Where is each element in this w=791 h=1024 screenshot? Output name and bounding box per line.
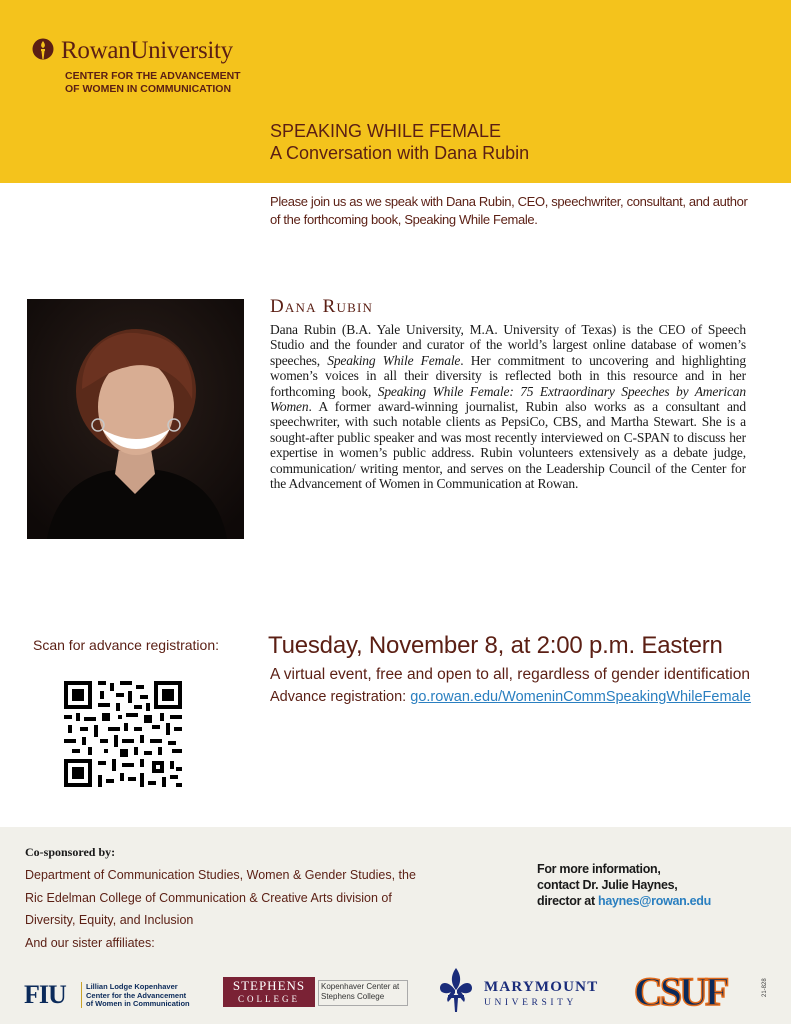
- registration-link[interactable]: go.rowan.edu/WomeninCommSpeakingWhileFemale: [410, 689, 751, 705]
- registration-line: [270, 689, 751, 705]
- event-date: Tuesday, November 8, at 2:00 p.m. Eastern: [268, 632, 723, 659]
- cosponsor-line: Diversity, Equity, and Inclusion: [25, 913, 194, 927]
- fleur-de-lis-icon: [438, 966, 474, 1016]
- speaker-name: Dana Rubin: [270, 296, 374, 317]
- title-line-2: A Conversation with Dana Rubin: [270, 143, 530, 163]
- stephens-college-logo: STEPHENS COLLEGE Kopenhaver Center at Stephens College: [223, 977, 408, 1007]
- contact-email-link[interactable]: haynes@rowan.edu: [598, 894, 711, 908]
- event-description: A virtual event, free and open to all, regardless of gender identification: [270, 666, 750, 683]
- scan-label: Scan for advance registration:: [33, 637, 219, 653]
- torch-icon: [32, 38, 54, 64]
- header-band: [0, 0, 791, 183]
- job-code: 21-828: [762, 978, 768, 997]
- cosponsor-line: Department of Communication Studies, Women & Gender Studies, the: [25, 868, 416, 882]
- fiu-logo: FIU Lillian Lodge Kopenhaver Center for the Advancement of Women in Communication: [24, 980, 190, 1009]
- registration-label: Advance registration:: [270, 689, 411, 705]
- cosponsor-list: [25, 864, 455, 954]
- csuf-logo: CSUF: [634, 969, 727, 1014]
- intro-text: Please join us as we speak with Dana Rubin, CEO, speechwriter, consultant, and author of the forthcoming book, Speaking While Female.: [270, 194, 748, 227]
- cosponsor-line: Ric Edelman College of Communication & Creative Arts division of: [25, 890, 392, 905]
- portrait-illustration: [27, 299, 244, 539]
- cosponsor-label: Co-sponsored by:: [25, 845, 116, 859]
- cosponsor-line: And our sister affiliates:: [25, 935, 155, 950]
- title-line-1: SPEAKING WHILE FEMALE: [270, 121, 502, 141]
- speaker-bio: Dana Rubin (B.A. Yale University, M.A. University of Texas) is the CEO of Speech Studio and the founder and curator of the world’s largest online database of women’s speeches, Speaking While Female. Her commitment to uncovering and highlighting women’s voices in all their diversity is reflected both in this resource and in her forthcoming book, Speaking While Female: 75 Extraordinary Speeches by American Women. A former award-winning journalist, Rubin also works as a consultant and speechwriter, with such notable clients as PepsiCo, CBS, and Martha Stewart. She is a sought-after public speaker and was most recently interviewed on C-SPAN to discuss her expertise in women’s public address. Rubin volunteers extensively as a debate judge, communication/ writing mentor, and serves on the Leadership Council of the Center for the Advancement of Women in Communication at Rowan.: [270, 322, 746, 492]
- brand-name: RowanUniversity: [61, 37, 233, 64]
- contact-info: For more information, contact Dr. Julie Haynes, director at haynes@rowan.edu: [537, 862, 711, 908]
- footer-band: [0, 827, 791, 1024]
- registration-qr-code[interactable]: [64, 681, 182, 787]
- speaker-photo: [27, 299, 244, 539]
- center-name: CENTER FOR THE ADVANCEMENT OF WOMEN IN COMMUNICATION: [65, 70, 241, 95]
- marymount-logo: MARYMOUNT UNIVERSITY: [438, 966, 608, 1016]
- event-title: [270, 120, 529, 164]
